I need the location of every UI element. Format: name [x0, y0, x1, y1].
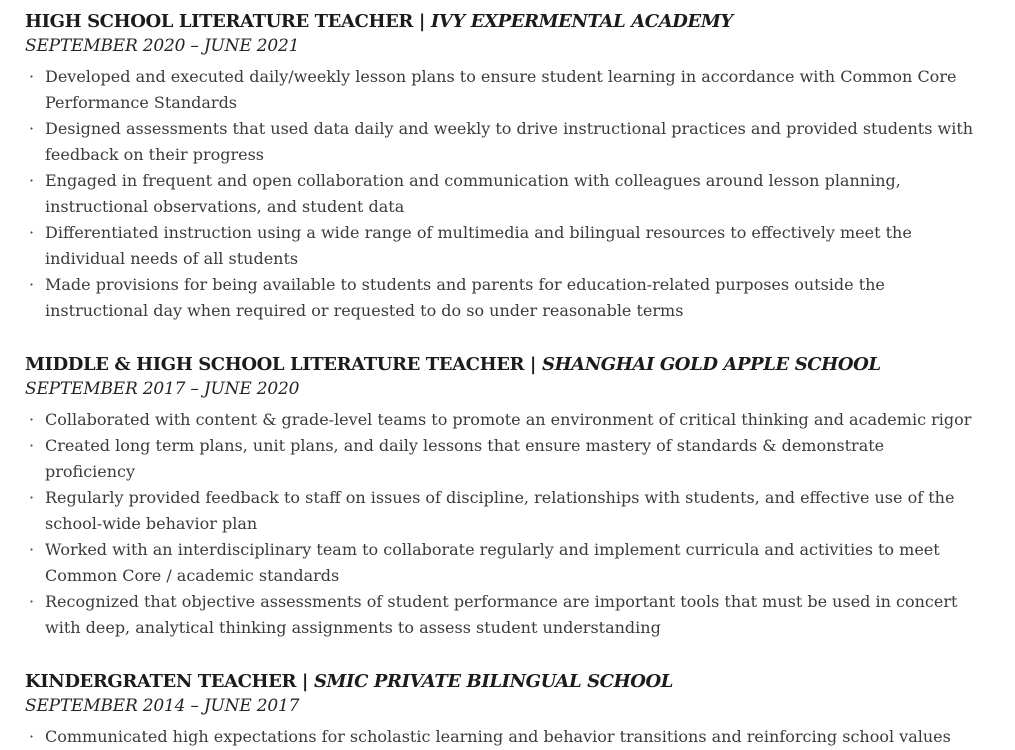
bullet-dot-icon: · [29, 275, 35, 294]
bullet-item [25, 168, 977, 220]
bullet-item [25, 116, 977, 168]
job-entry-gold-apple [25, 352, 991, 641]
job-entry-ivy [25, 9, 991, 324]
job-title [25, 352, 991, 377]
job-company: SMIC PRIVATE BILINGUAL SCHOOL [313, 671, 674, 692]
bullet-text: Developed and executed daily/weekly lesson plans to ensure student learning in accordance with Common Core Performance Standards [45, 67, 957, 112]
job-role: HIGH SCHOOL LITERATURE TEACHER | [25, 11, 425, 32]
bullet-text: Regularly provided feedback to staff on issues of discipline, relationships with students, and effective use of the school-wide behavior plan [45, 488, 955, 533]
bullet-dot-icon: · [29, 119, 35, 138]
bullet-item [25, 433, 977, 485]
job-bullet-list [25, 407, 977, 641]
bullet-dot-icon: · [29, 488, 35, 507]
job-bullet-list [25, 724, 977, 750]
job-title [25, 9, 991, 34]
job-dates: SEPTEMBER 2017 – JUNE 2020 [25, 379, 300, 399]
bullet-dot-icon: · [29, 223, 35, 242]
bullet-item [25, 220, 977, 272]
bullet-text: Recognized that objective assessments of student performance are important tools that must be used in concert with deep, analytical thinking assignments to assess student understanding [45, 592, 958, 637]
bullet-dot-icon: · [29, 67, 35, 86]
bullet-item [25, 485, 977, 537]
bullet-dot-icon: · [29, 436, 35, 455]
bullet-text: Made provisions for being available to students and parents for education-related purposes outside the instructional day when required or requested to do so under reasonable terms [45, 275, 885, 320]
job-title [25, 669, 991, 694]
bullet-text: Communicated high expectations for scholastic learning and behavior transitions and reinforcing school values [45, 727, 951, 746]
bullet-text: Designed assessments that used data daily and weekly to drive instructional practices and provided students with feedback on their progress [45, 119, 974, 164]
job-dates: SEPTEMBER 2020 – JUNE 2021 [25, 36, 300, 56]
bullet-item [25, 537, 977, 589]
bullet-dot-icon: · [29, 592, 35, 611]
job-role: MIDDLE & HIGH SCHOOL LITERATURE TEACHER | [25, 354, 537, 375]
bullet-item [25, 724, 977, 750]
bullet-text: Collaborated with content & grade-level teams to promote an environment of critical thinking and academic rigor [45, 410, 972, 429]
bullet-item [25, 407, 977, 433]
bullet-item [25, 272, 977, 324]
bullet-item [25, 589, 977, 641]
bullet-dot-icon: · [29, 410, 35, 429]
bullet-text: Differentiated instruction using a wide range of multimedia and bilingual resources to effectively meet the individual needs of all students [45, 223, 912, 268]
job-company: SHANGHAI GOLD APPLE SCHOOL [541, 354, 881, 375]
job-dates: SEPTEMBER 2014 – JUNE 2017 [25, 696, 300, 716]
bullet-text: Engaged in frequent and open collaboration and communication with colleagues around lesson planning, instructional observations, and student data [45, 171, 901, 216]
bullet-text: Worked with an interdisciplinary team to collaborate regularly and implement curricula and activities to meet Common Core / academic standards [45, 540, 940, 585]
job-bullet-list [25, 64, 977, 324]
bullet-dot-icon: · [29, 540, 35, 559]
bullet-item [25, 64, 977, 116]
job-company: IVY EXPERMENTAL ACADEMY [430, 11, 733, 32]
job-role: KINDERGRATEN TEACHER | [25, 671, 309, 692]
bullet-text: Created long term plans, unit plans, and daily lessons that ensure mastery of standards & demonstrate proficiency [45, 436, 885, 481]
bullet-dot-icon: · [29, 171, 35, 190]
bullet-dot-icon: · [29, 727, 35, 746]
job-entry-smic [25, 669, 991, 750]
